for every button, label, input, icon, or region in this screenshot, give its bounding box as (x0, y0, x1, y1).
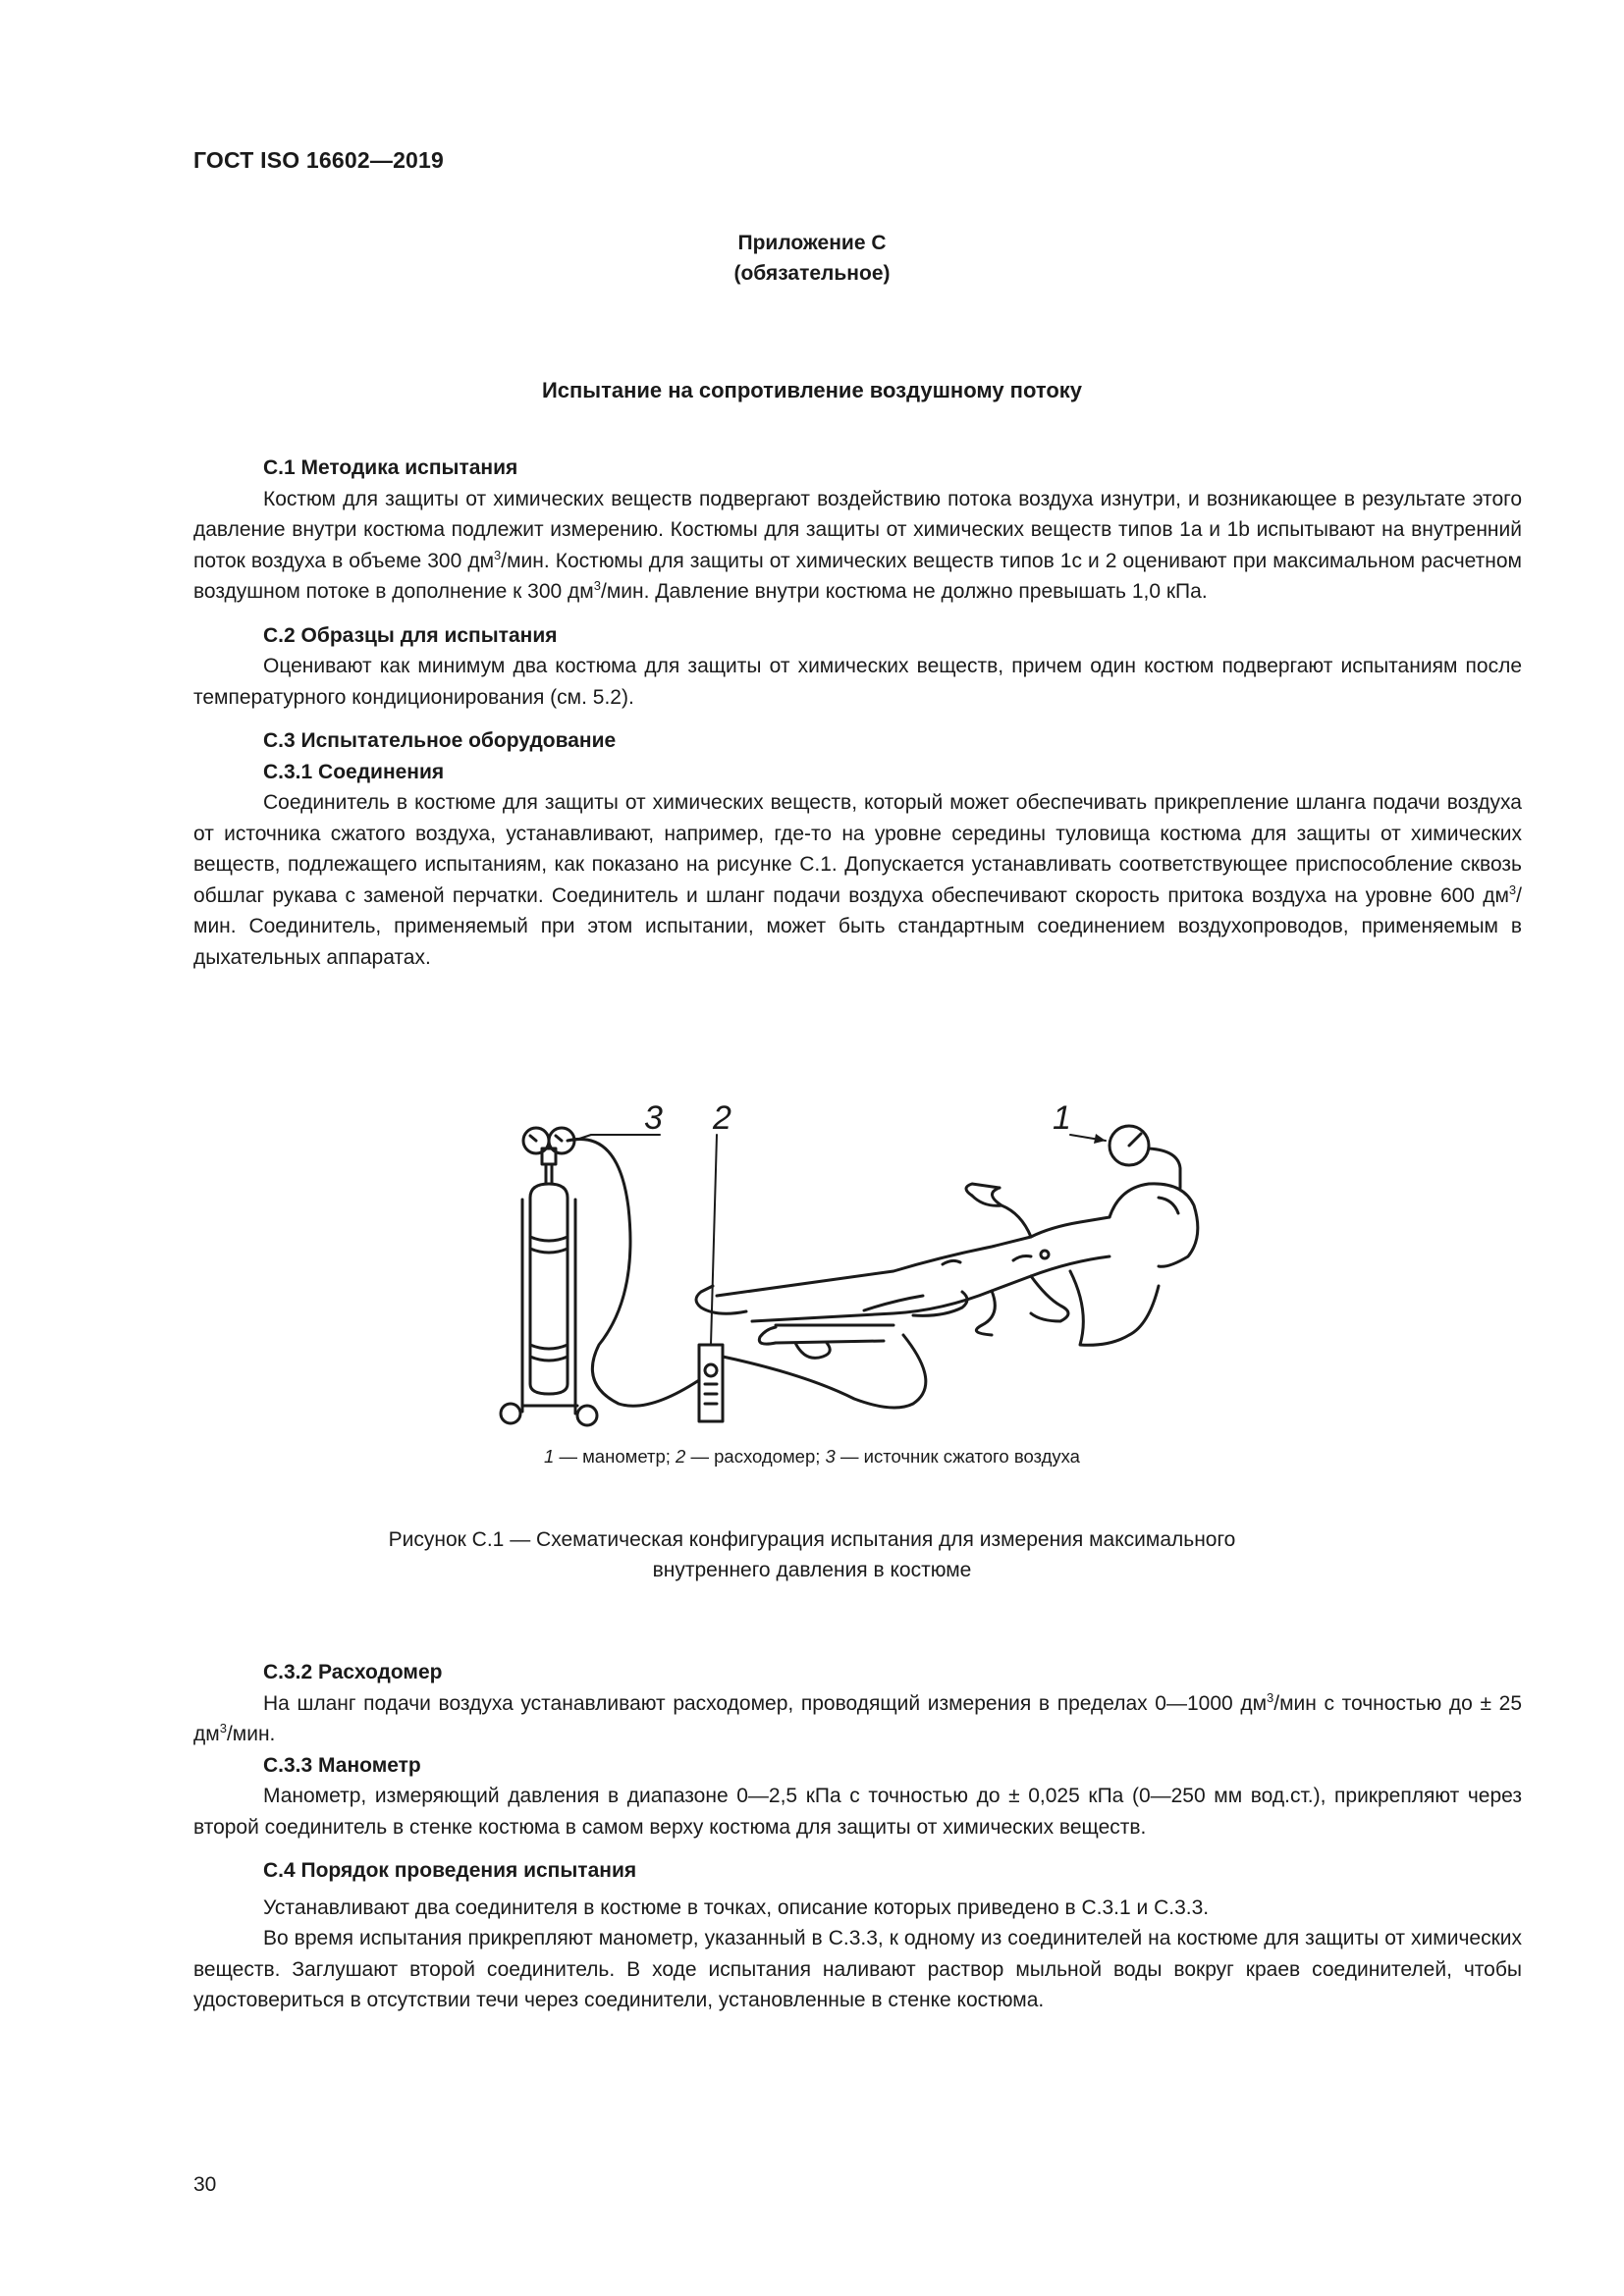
c3-heading: С.3 Испытательное оборудование (263, 729, 617, 752)
document-header: ГОСТ ISO 16602—2019 (193, 147, 445, 173)
c33-heading: С.3.3 Манометр (263, 1753, 421, 1777)
text-block-upper (193, 453, 1522, 973)
c4-heading: С.4 Порядок проведения испытания (263, 1859, 637, 1882)
air-supply-hose (568, 1139, 699, 1406)
figure-label-3: 3 (644, 1099, 663, 1137)
annex-heading (0, 228, 1624, 289)
c1-paragraph: Костюм для защиты от химических веществ подвергают воздействию потока воздуха изнутри, и возникающее в результате этого давление внутри костюма подлежит измерению. Костюмы для защиты от химических веществ типов 1a и 1b испытывают на внутренний поток воздуха в объеме 300 $дм^3$/мин. Костюмы для защиты от химических веществ типов 1c и 2 оценивают при максимальном расчетном воздушном потоке в дополнение к 300 $дм^3$/мин. Давление внутри костюма не должно превышать 1,0 кПа. (193, 487, 1522, 603)
suit-supply-hose (723, 1335, 926, 1408)
c4-paragraph-2: Во время испытания прикрепляют манометр, указанный в С.3.3, к одному из соединителей на костюме для защиты от химических веществ. Заглушают второй соединитель. В ходе испытания наливают раствор мыльной воды вокруг краев соединителей, чтобы удостовериться в отсутствии течи через соединители, установленные в стенке костюма. (193, 1927, 1522, 2011)
c1-heading: С.1 Методика испытания (263, 456, 518, 479)
figure-label-1: 1 (1053, 1099, 1071, 1137)
figure-label-2: 2 (713, 1099, 731, 1137)
c32-heading: С.3.2 Расходомер (263, 1661, 443, 1683)
c33-paragraph: Манометр, измеряющий давления в диапазоне 0—2,5 кПа с точностью до ± 0,025 кПа (0—250 мм вод.ст.), прикрепляют через второй соединитель в стенке костюма в самом верху костюма для защиты от химических веществ. (193, 1785, 1522, 1839)
page-number: 30 (193, 2173, 217, 2196)
c2-paragraph: Оценивают как минимум два костюма для защиты от химических веществ, причем один костюм подвергают испытаниям после температурного кондиционирования (см. 5.2). (193, 655, 1522, 709)
figure-caption: Рисунок С.1 — Схематическая конфигурация испытания для измерения максимального внутреннего давления в костюме (388, 1528, 1236, 1581)
pressure-gauge (1110, 1126, 1180, 1188)
annex-title: Приложение С (737, 232, 887, 254)
c31-paragraph: Соединитель в костюме для защиты от химических веществ, который может обеспечивать прикрепление шланга подачи воздуха от источника сжатого воздуха, устанавливают, например, где-то на уровне середины туловища костюма для защиты от химических веществ, подлежащего испытаниям, как показано на рисунке С.1. Допускается устанавливать соответствующее приспособление сквозь обшлаг рукава с заменой перчатки. Соединитель и шланг подачи воздуха обеспечивают скорость притока воздуха на уровне 600 $дм^3$/мин. Соединитель, применяемый при этом испытании, может быть стандартным соединением воздухопроводов, применяемым в дыхательных аппаратах. (193, 791, 1522, 969)
flowmeter (699, 1345, 723, 1421)
protective-suit-figure (696, 1184, 1198, 1359)
figure-legend: 1 — манометр; 2 — расходомер; 3 — источник сжатого воздуха (544, 1446, 1080, 1467)
compressed-air-cylinder (501, 1128, 597, 1425)
c31-heading: С.3.1 Соединения (263, 760, 445, 783)
text-block-lower (193, 1657, 1522, 2016)
test-setup-figure (481, 1090, 1247, 1443)
c2-heading: С.2 Образцы для испытания (263, 623, 558, 647)
c4-paragraph-1: Устанавливают два соединителя в костюме в точках, описание которых приведено в С.3.1 и С.3.3. (263, 1896, 1210, 1919)
c32-paragraph: На шланг подачи воздуха устанавливают расходомер, проводящий измерения в пределах 0—1000 $дм^3$/мин с точностью до ± 25 $дм^3$/мин. (193, 1689, 1522, 1745)
section-title: Испытание на сопротивление воздушному потоку (541, 378, 1083, 402)
annex-status: (обязательное) (733, 262, 891, 285)
